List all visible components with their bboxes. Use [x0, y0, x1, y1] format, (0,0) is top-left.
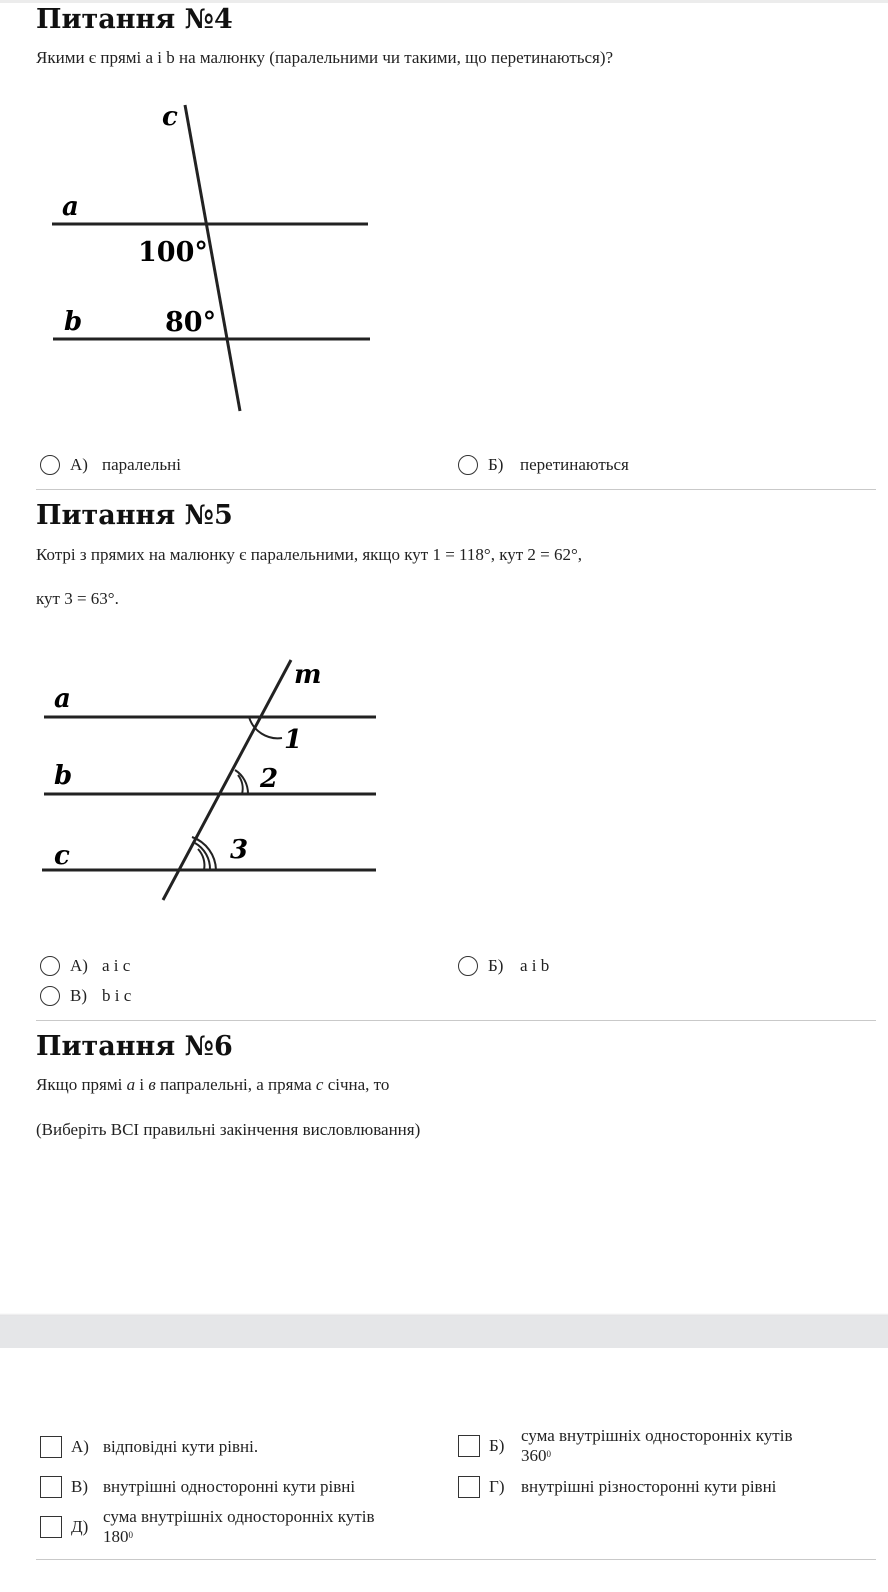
- option-text: [103, 1507, 374, 1547]
- q6-option-b[interactable]: [458, 1426, 792, 1466]
- section-gap: [0, 1316, 888, 1348]
- q4-option-a[interactable]: [40, 455, 181, 475]
- text-part: Якщо прямі: [36, 1075, 127, 1094]
- label-b: b: [54, 761, 73, 791]
- question-6-text: [36, 1075, 389, 1095]
- radio-button[interactable]: [40, 986, 60, 1006]
- option-letter: Б): [488, 956, 504, 975]
- top-edge: [0, 0, 888, 3]
- option-text: паралельні: [102, 455, 181, 474]
- angle-80-label: 80°: [165, 307, 217, 338]
- option-letter: Г): [489, 1477, 505, 1496]
- var-b: в: [148, 1075, 156, 1094]
- q5-option-b[interactable]: [458, 956, 549, 976]
- question-5-title: Питання №5: [36, 500, 233, 531]
- option-text: перетинаються: [520, 455, 629, 474]
- option-text: відповідні кути рівні.: [103, 1437, 259, 1456]
- option-letter: В): [71, 1477, 88, 1496]
- label-c: c: [162, 102, 178, 132]
- label-c: c: [54, 841, 70, 871]
- label-b: b: [64, 307, 83, 337]
- label-angle-3: 3: [230, 835, 249, 865]
- question-5-text-line2: кут 3 = 63°.: [36, 589, 119, 608]
- radio-button[interactable]: [40, 455, 60, 475]
- degree-superscript: 0: [546, 1449, 551, 1459]
- option-text: a і c: [102, 956, 131, 975]
- option-text: a і b: [520, 956, 550, 975]
- question-4-text: Якими є прямі a і b на малюнку (паралельними чи такими, що перетинаються)?: [36, 48, 614, 67]
- option-text: внутрішні односторонні кути рівні: [103, 1477, 356, 1496]
- angle-2-arc-1: [238, 775, 243, 794]
- checkbox[interactable]: [40, 1516, 62, 1538]
- checkbox[interactable]: [40, 1436, 62, 1458]
- option-value: 360: [521, 1446, 547, 1465]
- divider: [36, 489, 876, 490]
- question-4-figure: [40, 95, 390, 420]
- q5-option-a[interactable]: [40, 956, 130, 976]
- option-letter: Б): [488, 455, 504, 474]
- option-text-line1: сума внутрішніх односторонніх кутів: [103, 1507, 375, 1526]
- radio-button[interactable]: [458, 956, 478, 976]
- question-5-text-line1: Котрі з прямих на малюнку є паралельними, якщо кут 1 = 118°, кут 2 = 62°,: [36, 545, 583, 564]
- var-c: с: [315, 1075, 324, 1094]
- divider: [36, 1020, 876, 1021]
- angle-3-arc-1: [198, 849, 204, 870]
- question-6-title: Питання №6: [36, 1031, 233, 1062]
- q6-option-a[interactable]: [40, 1436, 258, 1458]
- q6-option-e[interactable]: [40, 1507, 374, 1547]
- option-letter: Д): [71, 1517, 89, 1536]
- checkbox[interactable]: [458, 1435, 480, 1457]
- degree-superscript: 0: [128, 1530, 133, 1540]
- question-6-hint: (Виберіть ВСІ правильні закінчення висловлювання): [36, 1120, 421, 1139]
- radio-button[interactable]: [40, 956, 60, 976]
- option-text-line2: [103, 1527, 374, 1547]
- q4-option-b[interactable]: [458, 455, 629, 475]
- q6-option-c[interactable]: [40, 1476, 355, 1498]
- label-angle-1: 1: [284, 725, 303, 755]
- option-letter: А): [70, 956, 88, 975]
- question-4-title: Питання №4: [36, 4, 233, 35]
- divider: [36, 1559, 876, 1560]
- label-m: m: [294, 660, 322, 690]
- option-letter: В): [70, 986, 87, 1005]
- radio-button[interactable]: [458, 455, 478, 475]
- text-part: січна, то: [323, 1075, 390, 1094]
- option-value: 180: [103, 1527, 129, 1546]
- label-a: a: [54, 684, 71, 714]
- angle-1-arc: [249, 717, 282, 738]
- angle-100-label: 100°: [138, 237, 208, 268]
- option-letter: А): [70, 455, 88, 474]
- option-letter: Б): [489, 1436, 505, 1455]
- label-a: a: [62, 192, 79, 222]
- option-text: внутрішні різносторонні кути рівні: [521, 1477, 777, 1496]
- option-text-line2: [521, 1446, 792, 1466]
- option-letter: А): [71, 1437, 89, 1456]
- question-5-figure: [36, 650, 386, 910]
- text-part: і: [135, 1075, 149, 1094]
- checkbox[interactable]: [40, 1476, 62, 1498]
- var-a: а: [126, 1075, 136, 1094]
- option-text: b і c: [102, 986, 132, 1005]
- label-angle-2: 2: [260, 764, 279, 794]
- q6-option-d[interactable]: [458, 1476, 776, 1498]
- option-text: [521, 1426, 792, 1466]
- option-text-line1: сума внутрішніх односторонніх кутів: [521, 1426, 793, 1445]
- text-part: папралельні, а пряма: [155, 1075, 316, 1094]
- checkbox[interactable]: [458, 1476, 480, 1498]
- q5-option-c[interactable]: [40, 986, 131, 1006]
